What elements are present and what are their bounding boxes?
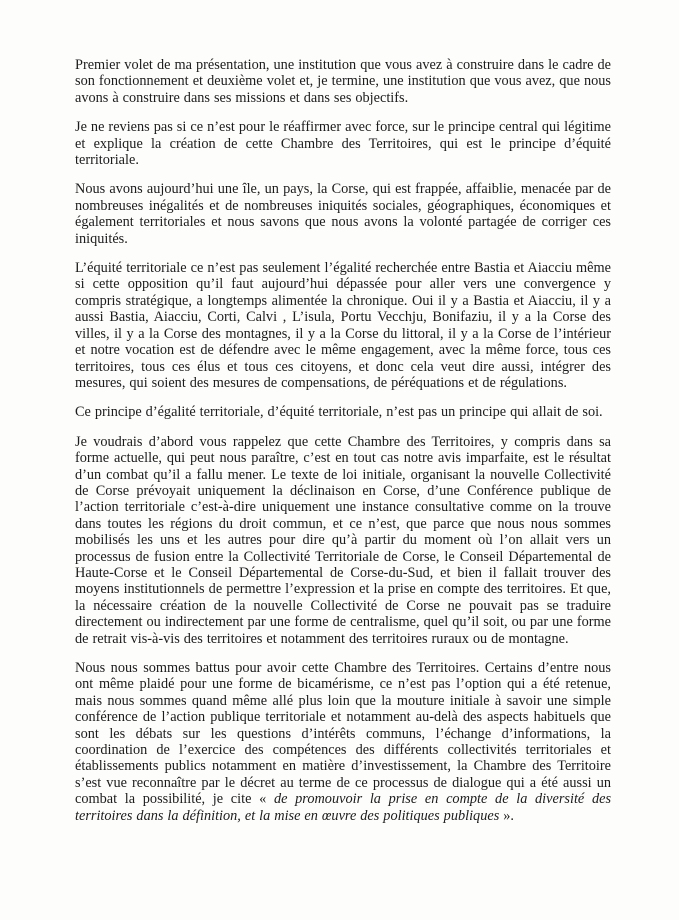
- paragraph-7-lead-text: Nous nous sommes battus pour avoir cette Chambre des Territoires. Certains d’entre nous ont même plaidé pour une forme de bicamérisme, ce n’est pas l’option qui a été retenue, mais nous sommes quand même allé plus loin que la mouture initiale à savoir une simple conférence de l’action publique territoriale et notamment au-delà des aspects habituels que sont les débats sur les questions d’intérêts communs, l’échange d’informations, la coordination de l’exercice des compétences des différents collectivités territoriales et établissements publics notamment en matière d’investissement, la Chambre des Territoire s’est vue reconnaître par le décret au terme de ce processus de dialogue qui a été aussi un combat la possibilité, je cite «: [75, 660, 611, 808]
- paragraph-5: Ce principe d’égalité territoriale, d’équité territoriale, n’est pas un principe qui allait de soi.: [75, 404, 603, 421]
- paragraph-6: Je voudrais d’abord vous rappelez que cette Chambre des Territoires, y compris dans sa forme actuelle, qui peut nous paraître, c’est en tout cas notre avis imparfaite, est le résultat d’un combat qu’il a fallu mener. Le texte de loi initiale, organisant la nouvelle Collectivité de Corse prévoyait uniquement la déclinaison en Corse, d’une Conférence publique de l’action territoriale c’est-à-dire uniquement une instance consultative comme on la trouve dans toutes les régions du droit commun, et ce n’est, que parce que nous nous sommes mobilisés les uns et les autres pour dire qu’à partir du moment où l’on allait vers un processus de fusion entre la Collectivité Territoriale de Corse, le Conseil Départemental de Haute-Corse et le Conseil Départemental de Corse-du-Sud, et bien il fallait trouver des moyens institutionnels de permettre l’expression et la prise en compte des territoires. Et que, la nécessaire création de la nouvelle Collectivité de Corse ne pouvait pas se traduire directement ou indirectement par une forme de centralisme, quel qu’il soit, ou par une forme de retrait vis-à-vis des territoires et notamment des territoires ruraux ou de montagne.: [75, 433, 611, 647]
- paragraph-2: Je ne reviens pas si ce n’est pour le réaffirmer avec force, sur le principe central qui légitime et explique la création de cette Chambre des Territoires, qui est le principe d’équité territoriale.: [75, 119, 611, 169]
- paragraph-7: [75, 660, 611, 824]
- paragraph-4: L’équité territoriale ce n’est pas seulement l’égalité recherchée entre Bastia et Aiacciu même si cette opposition qu’il faut aujourd’hui dépassée pour aller vers une convergence y compris stratégique, a longtemps alimentée la chronique. Oui il y a Bastia et Aiacciu, il y a aussi Bastia, Aiacciu, Corti, Calvi , L’isula, Portu Vecchju, Bonifaziu, il y a la Corse des villes, il y a la Corse des montagnes, il y a la Corse du littoral, il y a la Corse de l’intérieur et notre vocation est de défendre avec le même engagement, avec la même force, tous ces territoires, tous ces élus et tous ces citoyens, et donc cela veut dire aussi, intégrer des mesures, qui soient des mesures de compensations, de péréquations et de régulations.: [75, 260, 611, 391]
- paragraph-1: Premier volet de ma présentation, une institution que vous avez à construire dans le cadre de son fonctionnement et deuxième volet et, je termine, une institution que vous avez, que nous avons à construire dans ses missions et dans ses objectifs.: [75, 57, 611, 106]
- quoted-decree-text: de promouvoir la prise en compte de la diversité des territoires dans la définition, et la mise en œuvre des politiques publiques: [75, 791, 612, 824]
- paragraph-3: Nous avons aujourd’hui une île, un pays, la Corse, qui est frappée, affaiblie, menacée par de nombreuses inégalités et de nombreuses iniquités sociales, géographiques, économiques et également territoriales et nous savons que nous avons la volonté partagée de corriger ces iniquités.: [75, 181, 611, 247]
- quote-closing-mark: ».: [499, 807, 514, 824]
